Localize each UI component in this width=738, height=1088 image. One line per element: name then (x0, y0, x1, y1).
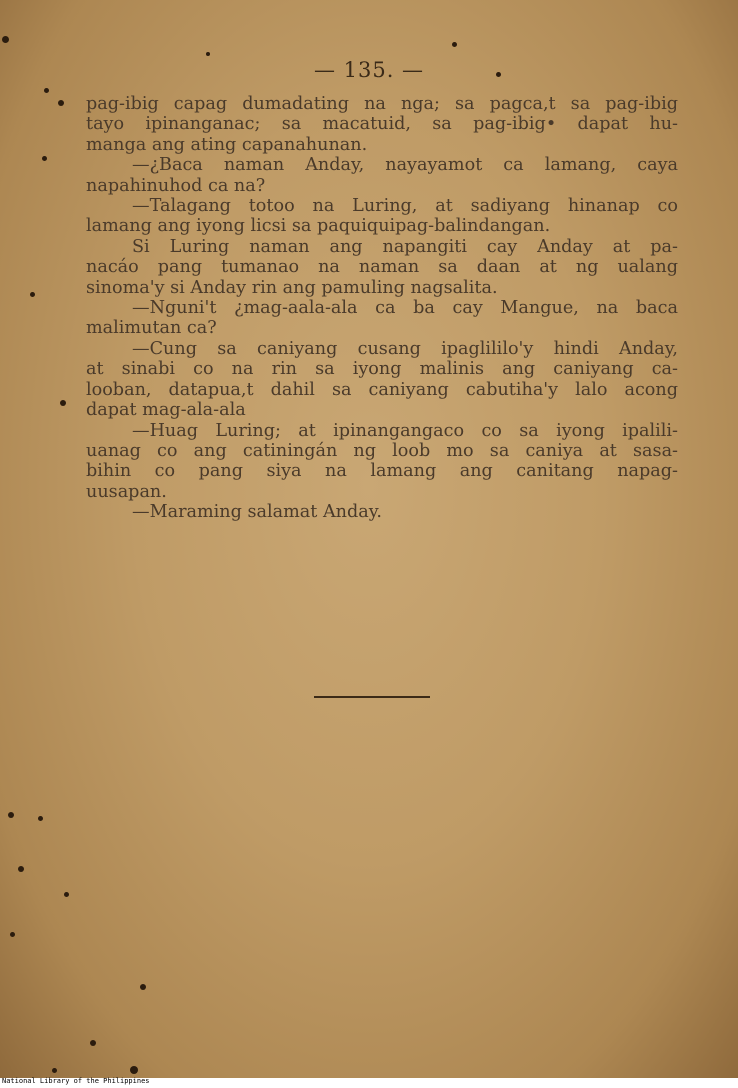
ink-spot (38, 816, 43, 821)
ink-spot (140, 984, 146, 990)
text-line: uanag co ang catiningán ng loob mo sa caniya at sasa- (86, 440, 678, 461)
text-line: tayo ipinanganac; sa macatuid, sa pag-ibig• dapat hu- (86, 114, 678, 135)
text-line: manga ang ating capanahunan. (86, 134, 368, 155)
text-line: lamang ang iyong licsi sa paquiquipag-balindangan. (86, 216, 551, 237)
ink-spot (452, 42, 457, 47)
ink-spot (206, 52, 210, 56)
text-line: sinoma'y si Anday rin ang pamuling nagsalita. (86, 277, 498, 298)
ink-spot (2, 36, 9, 43)
text-line: —Talagang totoo na Luring, at sadiyang hinanap co (132, 196, 678, 217)
text-line: at sinabi co na rin sa iyong malinis ang caniyang ca- (86, 359, 678, 380)
text-line: looban, datapua,t dahil sa caniyang cabutiha'y lalo acong (86, 379, 678, 400)
footer-credit: National Library of the Philippines (2, 1077, 150, 1085)
text-line: —Huag Luring; at ipinangangaco co sa iyong ipalili- (132, 420, 678, 441)
ink-spot (10, 932, 15, 937)
text-line: pag-ibig capag dumadating na nga; sa pagca,t sa pag-ibig (86, 94, 678, 114)
ink-spot (130, 1066, 138, 1074)
text-line: dapat mag-ala-ala (86, 400, 246, 421)
text-line: bihin co pang siya na lamang ang canitang napag- (86, 461, 678, 482)
page-number: — 135. — (313, 58, 425, 82)
ink-spot (64, 892, 69, 897)
ink-spot (60, 400, 66, 406)
ink-spot (44, 88, 49, 93)
ink-spot (52, 1068, 57, 1073)
section-divider (314, 696, 430, 698)
ink-spot (90, 1040, 96, 1046)
ink-spot (42, 156, 47, 161)
text-line: malimutan ca? (86, 318, 217, 339)
text-line: Si Luring naman ang napangiti cay Anday at pa- (132, 236, 678, 257)
text-line: nacáo pang tumanao na naman sa daan at ng ualang (86, 257, 678, 278)
text-line: —¿Baca naman Anday, nayayamot ca lamang, caya (132, 155, 678, 176)
text-line: uusapan. (86, 481, 167, 502)
body-text (86, 94, 678, 523)
text-line: —Cung sa caniyang cusang ipaglililo'y hindi Anday, (132, 338, 678, 359)
ink-spot (30, 292, 35, 297)
ink-spot (58, 100, 64, 106)
ink-spot (8, 812, 14, 818)
text-line: —Maraming salamat Anday. (132, 502, 382, 523)
text-line: —Nguni't ¿mag-aala-ala ca ba cay Mangue, na baca (132, 298, 678, 319)
text-line: napahinuhod ca na? (86, 175, 266, 196)
ink-spot (18, 866, 24, 872)
